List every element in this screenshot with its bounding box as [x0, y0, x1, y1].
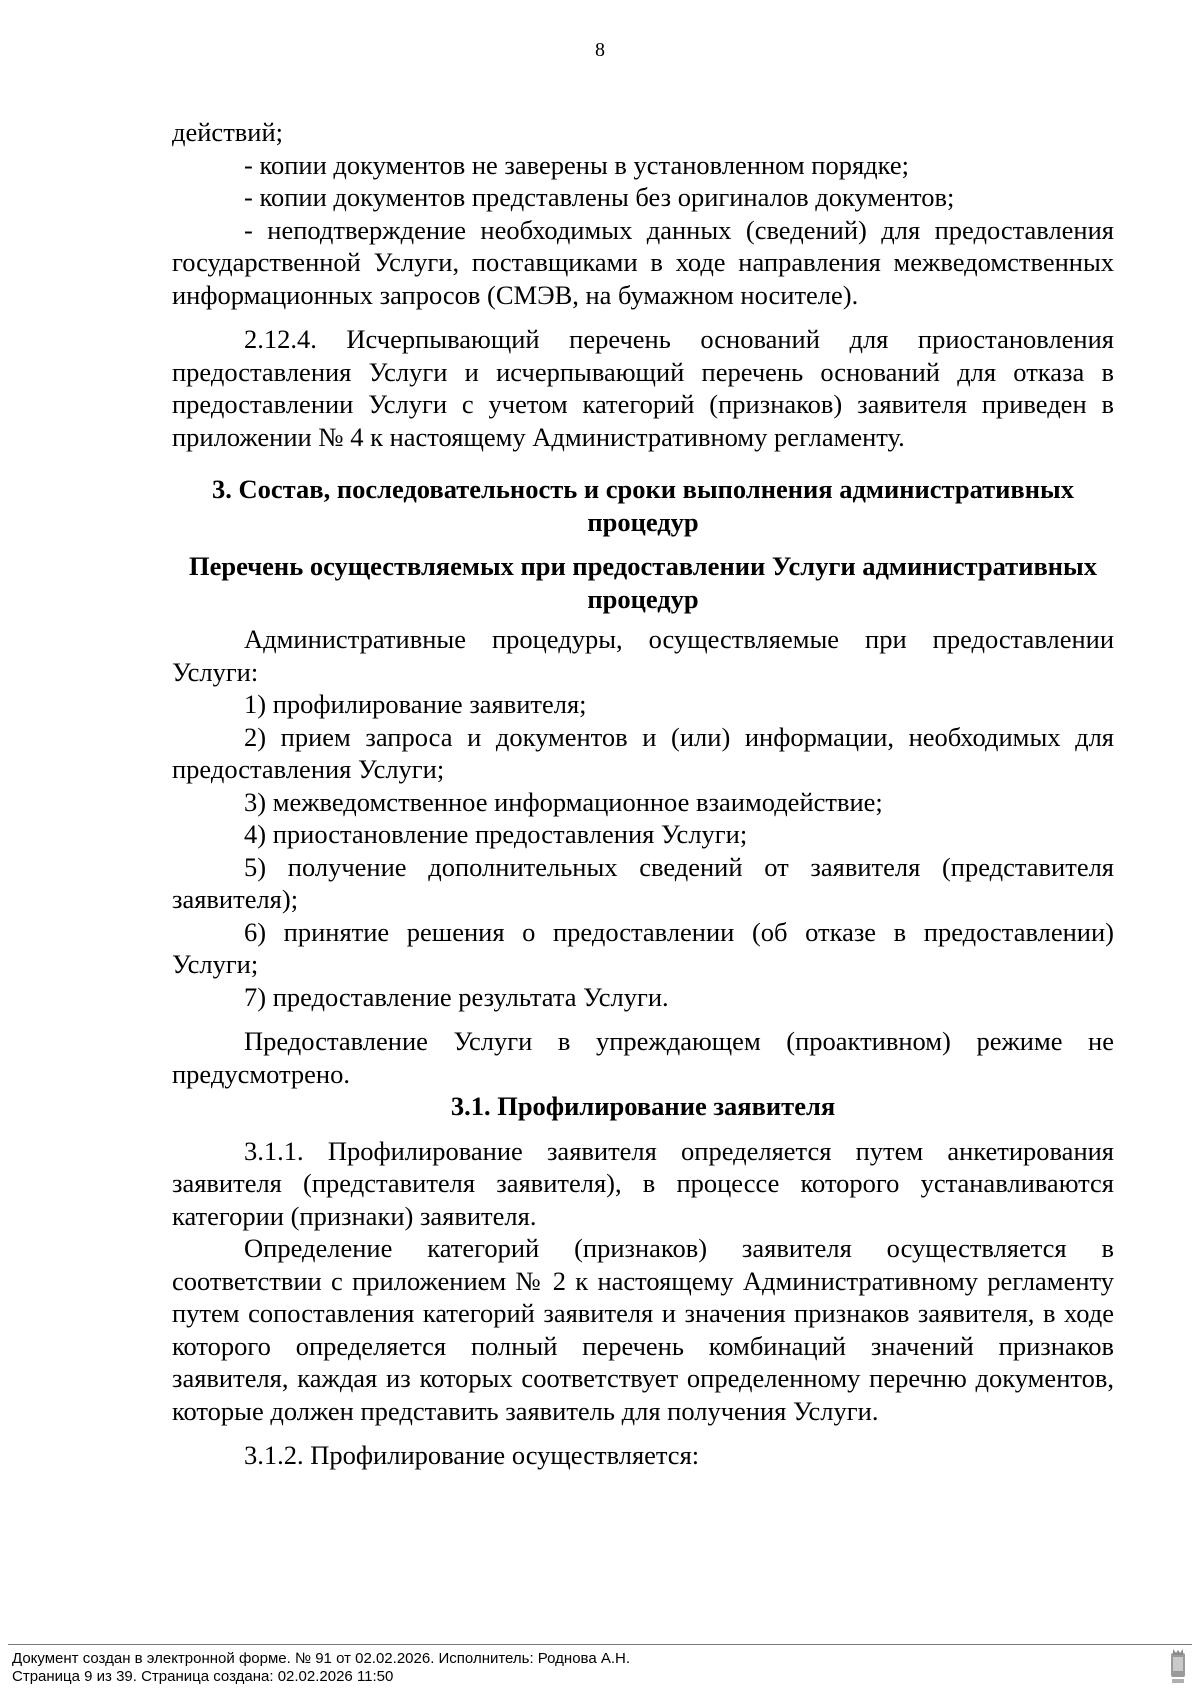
paragraph: Предоставление Услуги в упреждающем (проактивном) режиме не предусмотрено. — [172, 1026, 1114, 1089]
list-item: 4) приостановление предоставления Услуги; — [244, 819, 748, 849]
paragraph: Определение категорий (признаков) заявителя осуществляется в соответствии с приложением № 2 к настоящему Административному регламенту путем сопоставления категорий заявителя и значения признаков заявителя, в ходе которого определяется полный перечень комбинаций значений признаков заявителя, каждая из которых соответствует определенному перечню документов, которые должен представить заявитель для получения Услуги. — [172, 1233, 1114, 1426]
list-item: 3) межведомственное информационное взаимодействие; — [244, 786, 883, 817]
footer — [12, 1650, 630, 1686]
list-item: - копии документов не заверены в установленном порядке; — [244, 149, 909, 180]
section-3-heading: 3. Состав, последовательность и сроки выполнения административных процедур — [212, 474, 1074, 537]
page-number: 8 — [595, 39, 605, 61]
subsection-heading: Перечень осуществляемых при предоставлении Услуги административных процедур — [189, 551, 1097, 614]
list-item: - копии документов представлены без оригиналов документов; — [244, 182, 955, 212]
footer-divider — [8, 1644, 1192, 1645]
list-item: 7) предоставление результата Услуги. — [244, 981, 669, 1012]
list-item: - неподтверждение необходимых данных (сведений) для предоставления государственной Услуги, поставщиками в ходе направления межведомственных информационных запросов (СМЭВ, на бумажном носителе). — [172, 214, 1114, 310]
paragraph: действий; — [172, 117, 284, 147]
coat-of-arms-icon — [1168, 1647, 1188, 1687]
list-item: 2) прием запроса и документов и (или) информации, необходимых для предоставления Услуги; — [172, 721, 1114, 784]
paragraph-2-12-4: 2.12.4. Исчерпывающий перечень оснований для приостановления предоставления Услуги и исчерпывающий перечень оснований для отказа в предоставлении Услуги с учетом категорий (признаков) заявителя приведен в приложении № 4 к настоящему Административному регламенту. — [172, 324, 1114, 452]
list-item: 6) принятие решения о предоставлении (об отказе в предоставлении) Услуги; — [172, 916, 1114, 979]
footer-line-2: Страница 9 из 39. Страница создана: 02.02.2026 11:50 — [12, 1668, 394, 1685]
paragraph: Административные процедуры, осуществляемые при предоставлении Услуги: — [172, 624, 1114, 687]
footer-line-1: Документ создан в электронной форме. № 91 от 02.02.2026. Исполнитель: Роднова А.Н. — [12, 1650, 631, 1667]
paragraph-3-1-2: 3.1.2. Профилирование осуществляется: — [244, 1440, 700, 1470]
list-item: 1) профилирование заявителя; — [244, 689, 587, 719]
section-3-1-heading: 3.1. Профилирование заявителя — [450, 1091, 836, 1121]
list-item: 5) получение дополнительных сведений от заявителя (представителя заявителя); — [172, 851, 1114, 914]
document-body — [172, 116, 1114, 1472]
paragraph-3-1-1: 3.1.1. Профилирование заявителя определяется путем анкетирования заявителя (представителя заявителя), в процессе которого устанавливаются категории (признаки) заявителя. — [172, 1135, 1114, 1231]
